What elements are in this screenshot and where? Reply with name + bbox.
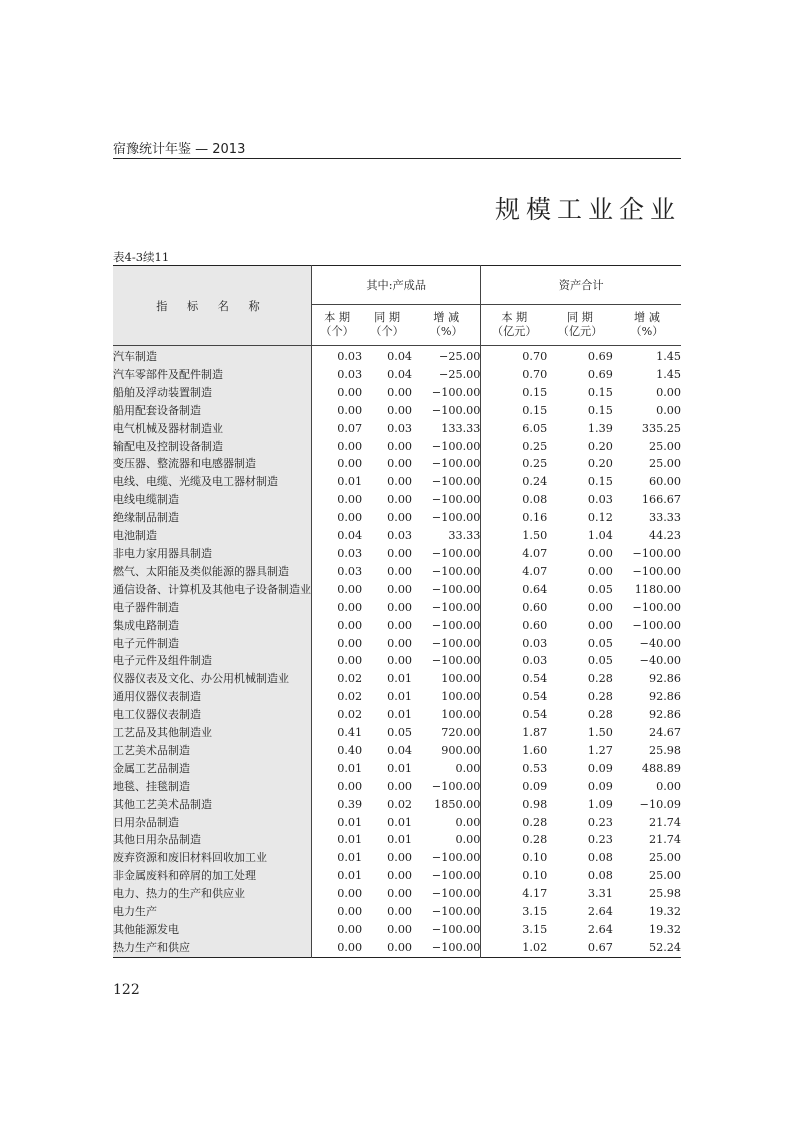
cell-value: 0.00	[587, 564, 613, 578]
cell-value: 0.28	[522, 833, 548, 847]
cell-value: 0.00	[337, 887, 363, 901]
cell-value: 0.03	[387, 421, 413, 435]
row-label: 输配电及控制设备制造	[113, 438, 312, 456]
table-row	[113, 652, 681, 670]
row-label: 电力、热力的生产和供应业	[113, 885, 312, 903]
table-row	[113, 849, 681, 867]
cell-value: 0.20	[587, 439, 613, 453]
statistics-table	[113, 265, 681, 958]
cell-value: 166.67	[641, 493, 681, 507]
table-row	[113, 724, 681, 742]
table-row	[113, 814, 681, 832]
column-header: 同 期 （个）	[362, 305, 412, 346]
cell-value: 0.67	[587, 940, 613, 954]
cell-value: 0.00	[412, 760, 481, 778]
row-label: 非电力家用器具制造	[113, 545, 312, 563]
column-header: 增 减 （%）	[412, 305, 481, 346]
cell-value: 0.02	[337, 708, 363, 722]
cell-value: 44.23	[648, 529, 681, 543]
cell-value: 0.01	[337, 475, 363, 489]
row-label: 汽车制造	[113, 346, 312, 366]
cell-value: 0.00	[387, 887, 413, 901]
cell-value: 0.60	[522, 600, 548, 614]
table-row	[113, 617, 681, 635]
cell-value: 0.04	[387, 350, 413, 363]
column-header: 增 减 （%）	[613, 305, 681, 346]
cell-value: 0.03	[337, 546, 363, 560]
table-row	[113, 438, 681, 456]
cell-value: 1850.00	[412, 796, 481, 814]
cell-value: 0.00	[337, 923, 363, 936]
cell-value: 0.00	[387, 439, 413, 453]
cell-value: 92.86	[648, 708, 681, 722]
row-label: 地毯、挂毯制造	[113, 778, 312, 796]
cell-value: 1.45	[656, 367, 681, 381]
cell-value: 0.00	[387, 403, 413, 417]
table-body	[113, 346, 681, 958]
table-row	[113, 563, 681, 581]
cell-value: 0.05	[387, 726, 413, 740]
row-label: 电线电缆制造	[113, 491, 312, 509]
cell-value: 92.86	[648, 672, 681, 686]
cell-value: 0.00	[337, 439, 363, 453]
cell-value: 0.25	[522, 439, 548, 453]
cell-value: −100.00	[412, 402, 481, 420]
row-label: 仪器仪表及文化、办公用机械制造业	[113, 670, 312, 688]
cell-value: 0.70	[522, 367, 548, 381]
table-row	[113, 670, 681, 688]
cell-value: −100.00	[632, 564, 681, 578]
table-row	[113, 402, 681, 420]
cell-value: 0.01	[387, 672, 413, 686]
table-row	[113, 760, 681, 778]
cell-value: 0.60	[522, 618, 548, 632]
row-label: 电气机械及器材制造业	[113, 420, 312, 438]
cell-value: 19.32	[648, 923, 681, 936]
cell-value: 25.00	[648, 439, 681, 453]
cell-value: 1.27	[587, 743, 613, 757]
row-label: 工艺美术品制造	[113, 742, 312, 760]
row-label: 电子器件制造	[113, 599, 312, 617]
cell-value: 0.00	[412, 814, 481, 832]
row-label: 电子元件及组件制造	[113, 652, 312, 670]
cell-value: 0.04	[387, 367, 413, 381]
cell-value: 0.00	[337, 493, 363, 507]
cell-value: 0.01	[337, 761, 363, 775]
cell-value: 0.00	[337, 385, 363, 399]
cell-value: 33.33	[412, 527, 481, 545]
cell-value: 25.98	[648, 887, 681, 901]
cell-value: 0.01	[387, 761, 413, 775]
cell-value: 0.28	[587, 672, 613, 686]
table-row	[113, 867, 681, 885]
cell-value: 0.69	[587, 350, 613, 363]
cell-value: 0.00	[337, 654, 363, 668]
cell-value: 0.03	[587, 493, 613, 507]
table-row	[113, 384, 681, 402]
cell-value: 0.16	[522, 511, 548, 525]
cell-value: −100.00	[632, 600, 681, 614]
row-label: 金属工艺品制造	[113, 760, 312, 778]
cell-value: −100.00	[412, 903, 481, 921]
cell-value: 0.00	[656, 385, 681, 399]
cell-value: 0.00	[387, 654, 413, 668]
table-row	[113, 778, 681, 796]
table-row	[113, 455, 681, 473]
cell-value: 1.39	[587, 421, 613, 435]
row-label: 日用杂品制造	[113, 814, 312, 832]
cell-value: −100.00	[412, 599, 481, 617]
cell-value: 0.07	[337, 421, 363, 435]
cell-value: 0.00	[387, 493, 413, 507]
row-label: 汽车零部件及配件制造	[113, 366, 312, 384]
cell-value: −100.00	[632, 618, 681, 632]
row-label: 集成电路制造	[113, 617, 312, 635]
cell-value: 0.39	[337, 797, 363, 811]
table-row	[113, 509, 681, 527]
cell-value: 0.28	[587, 708, 613, 722]
table-row	[113, 366, 681, 384]
cell-value: 720.00	[412, 724, 481, 742]
cell-value: 0.09	[522, 779, 548, 793]
row-label: 电线、电缆、光缆及电工器材制造	[113, 473, 312, 491]
cell-value: 0.00	[412, 831, 481, 849]
row-label: 电池制造	[113, 527, 312, 545]
table-row	[113, 635, 681, 653]
cell-value: 0.15	[522, 385, 548, 399]
cell-value: 0.01	[337, 815, 363, 829]
cell-value: −100.00	[632, 546, 681, 560]
cell-value: 100.00	[412, 670, 481, 688]
cell-value: 0.05	[587, 582, 613, 596]
cell-value: −100.00	[412, 885, 481, 903]
cell-value: 0.01	[387, 708, 413, 722]
cell-value: 0.03	[387, 529, 413, 543]
cell-value: 21.74	[648, 815, 681, 829]
row-label: 船用配套设备制造	[113, 402, 312, 420]
cell-value: 0.02	[337, 690, 363, 704]
cell-value: 0.28	[587, 690, 613, 704]
cell-value: 0.40	[337, 743, 363, 757]
indicator-name-header: 指 标 名 称	[113, 266, 312, 346]
table-row	[113, 796, 681, 814]
cell-value: 0.09	[587, 761, 613, 775]
cell-value: 0.54	[522, 672, 548, 686]
cell-value: 1.87	[522, 726, 548, 740]
running-header	[113, 138, 681, 159]
page-number: 122	[113, 982, 140, 998]
table-row	[113, 346, 681, 366]
cell-value: 0.03	[337, 367, 363, 381]
cell-value: 0.00	[387, 779, 413, 793]
table-row	[113, 545, 681, 563]
cell-value: 0.08	[587, 851, 613, 865]
cell-value: 0.00	[387, 564, 413, 578]
cell-value: 1.09	[587, 797, 613, 811]
cell-value: 0.12	[587, 511, 613, 525]
table-row	[113, 742, 681, 760]
table-row	[113, 921, 681, 939]
cell-value: 0.00	[387, 582, 413, 596]
cell-value: 25.00	[648, 851, 681, 865]
cell-value: 0.09	[587, 779, 613, 793]
cell-value: 0.28	[522, 815, 548, 829]
cell-value: 0.03	[337, 350, 363, 363]
cell-value: −100.00	[412, 778, 481, 796]
cell-value: 0.00	[587, 618, 613, 632]
cell-value: 0.00	[387, 385, 413, 399]
table-row	[113, 581, 681, 599]
cell-value: 3.15	[522, 905, 548, 919]
cell-value: 4.17	[522, 887, 548, 901]
cell-value: 1.50	[522, 529, 548, 543]
row-label: 变压器、整流器和电感器制造	[113, 455, 312, 473]
table-row	[113, 706, 681, 724]
table-row	[113, 688, 681, 706]
cell-value: 0.54	[522, 690, 548, 704]
row-label: 绝缘制品制造	[113, 509, 312, 527]
cell-value: 0.98	[522, 797, 548, 811]
cell-value: 0.01	[387, 833, 413, 847]
cell-value: 335.25	[641, 421, 681, 435]
cell-value: 100.00	[412, 706, 481, 724]
cell-value: 0.00	[337, 905, 363, 919]
cell-value: −100.00	[412, 455, 481, 473]
cell-value: 0.03	[522, 654, 548, 668]
cell-value: 1.02	[522, 940, 548, 954]
row-label: 废弃资源和废旧材料回收加工业	[113, 849, 312, 867]
cell-value: −100.00	[412, 921, 481, 939]
cell-value: 0.04	[387, 743, 413, 757]
cell-value: 0.00	[337, 511, 363, 525]
column-header: 本 期 （个）	[312, 305, 363, 346]
row-label: 船舶及浮动装置制造	[113, 384, 312, 402]
cell-value: −100.00	[412, 545, 481, 563]
cell-value: 0.03	[522, 636, 548, 650]
cell-value: 0.70	[522, 350, 548, 363]
cell-value: 60.00	[648, 475, 681, 489]
cell-value: −100.00	[412, 509, 481, 527]
cell-value: 33.33	[648, 511, 681, 525]
row-label: 热力生产和供应	[113, 939, 312, 957]
table-row	[113, 420, 681, 438]
cell-value: −25.00	[412, 346, 481, 366]
cell-value: 0.00	[387, 475, 413, 489]
cell-value: 0.02	[337, 672, 363, 686]
cell-value: 4.07	[522, 546, 548, 560]
cell-value: −100.00	[412, 563, 481, 581]
row-label: 其他能源发电	[113, 921, 312, 939]
cell-value: −40.00	[639, 654, 681, 668]
cell-value: 0.15	[522, 403, 548, 417]
table-row	[113, 473, 681, 491]
cell-value: 0.00	[337, 403, 363, 417]
cell-value: −100.00	[412, 939, 481, 957]
cell-value: 52.24	[648, 940, 681, 954]
group-header-finished-products: 其中:产成品	[312, 266, 481, 305]
cell-value: 0.00	[337, 457, 363, 471]
cell-value: 1.45	[656, 350, 681, 363]
cell-value: 0.00	[387, 851, 413, 865]
cell-value: 0.05	[587, 654, 613, 668]
cell-value: 0.01	[337, 851, 363, 865]
cell-value: 0.53	[522, 761, 548, 775]
cell-value: 0.01	[337, 833, 363, 847]
cell-value: 4.07	[522, 564, 548, 578]
cell-value: 0.00	[387, 923, 413, 936]
cell-value: 0.00	[587, 600, 613, 614]
cell-value: 0.15	[587, 385, 613, 399]
cell-value: −100.00	[412, 652, 481, 670]
cell-value: 0.00	[337, 582, 363, 596]
row-label: 电力生产	[113, 903, 312, 921]
cell-value: 0.00	[337, 940, 363, 954]
cell-value: −100.00	[412, 617, 481, 635]
cell-value: 0.00	[387, 905, 413, 919]
cell-value: −100.00	[412, 849, 481, 867]
book-title: 宿豫统计年鉴 — 2013	[113, 142, 246, 157]
cell-value: 0.25	[522, 457, 548, 471]
table-row	[113, 831, 681, 849]
cell-value: 1.04	[587, 529, 613, 543]
cell-value: 0.00	[387, 511, 413, 525]
cell-value: 0.02	[387, 797, 413, 811]
cell-value: 2.64	[587, 923, 613, 936]
cell-value: 0.05	[587, 636, 613, 650]
cell-value: −100.00	[412, 581, 481, 599]
chapter-title: 规模工业企业	[494, 195, 681, 224]
cell-value: 21.74	[648, 833, 681, 847]
row-label: 其他日用杂品制造	[113, 831, 312, 849]
cell-value: −100.00	[412, 384, 481, 402]
table-row	[113, 491, 681, 509]
cell-value: 0.03	[337, 564, 363, 578]
cell-value: 25.00	[648, 869, 681, 883]
cell-value: 900.00	[412, 742, 481, 760]
cell-value: 0.00	[387, 636, 413, 650]
column-header: 本 期 （亿元）	[481, 305, 547, 346]
cell-value: 0.01	[387, 815, 413, 829]
table-row	[113, 527, 681, 545]
table-row	[113, 939, 681, 957]
group-header-total-assets: 资产合计	[481, 266, 681, 305]
cell-value: 0.01	[387, 690, 413, 704]
cell-value: −100.00	[412, 491, 481, 509]
cell-value: 0.10	[522, 851, 548, 865]
row-label: 非金属废料和碎屑的加工处理	[113, 867, 312, 885]
cell-value: 488.89	[641, 761, 681, 775]
cell-value: 0.00	[656, 403, 681, 417]
row-label: 电工仪器仪表制造	[113, 706, 312, 724]
row-label: 通用仪器仪表制造	[113, 688, 312, 706]
cell-value: 1.60	[522, 743, 548, 757]
cell-value: 0.20	[587, 457, 613, 471]
cell-value: 0.15	[587, 403, 613, 417]
cell-value: −10.09	[639, 797, 681, 811]
cell-value: 0.00	[387, 600, 413, 614]
row-label: 工艺品及其他制造业	[113, 724, 312, 742]
cell-value: 0.00	[387, 869, 413, 883]
cell-value: 0.54	[522, 708, 548, 722]
cell-value: 0.10	[522, 869, 548, 883]
cell-value: 6.05	[522, 421, 548, 435]
cell-value: 0.41	[337, 726, 363, 740]
cell-value: 3.31	[587, 887, 613, 901]
cell-value: 0.01	[337, 869, 363, 883]
cell-value: −100.00	[412, 867, 481, 885]
cell-value: 0.15	[587, 475, 613, 489]
cell-value: 0.04	[337, 529, 363, 543]
table-row	[113, 903, 681, 921]
cell-value: 0.08	[587, 869, 613, 883]
cell-value: −100.00	[412, 438, 481, 456]
cell-value: 0.00	[387, 457, 413, 471]
cell-value: 0.69	[587, 367, 613, 381]
cell-value: −40.00	[639, 636, 681, 650]
cell-value: 92.86	[648, 690, 681, 704]
cell-value: 0.00	[337, 779, 363, 793]
cell-value: 2.64	[587, 905, 613, 919]
cell-value: 133.33	[412, 420, 481, 438]
cell-value: 0.00	[587, 546, 613, 560]
table-label: 表4-3续11	[113, 250, 170, 264]
table-row	[113, 885, 681, 903]
cell-value: 100.00	[412, 688, 481, 706]
cell-value: −25.00	[412, 366, 481, 384]
cell-value: 0.23	[587, 833, 613, 847]
cell-value: 24.67	[648, 726, 681, 740]
cell-value: 0.00	[387, 618, 413, 632]
row-label: 其他工艺美术品制造	[113, 796, 312, 814]
cell-value: 1.50	[587, 726, 613, 740]
row-label: 燃气、太阳能及类似能源的器具制造	[113, 563, 312, 581]
cell-value: 0.00	[337, 600, 363, 614]
cell-value: 0.00	[387, 546, 413, 560]
cell-value: 0.00	[387, 940, 413, 954]
column-header: 同 期 （亿元）	[547, 305, 613, 346]
cell-value: 0.00	[337, 636, 363, 650]
cell-value: 0.24	[522, 475, 548, 489]
cell-value: 1180.00	[634, 582, 681, 596]
cell-value: 0.08	[522, 493, 548, 507]
table-row	[113, 599, 681, 617]
cell-value: 19.32	[648, 905, 681, 919]
cell-value: 0.64	[522, 582, 548, 596]
cell-value: −100.00	[412, 635, 481, 653]
cell-value: 0.00	[337, 618, 363, 632]
cell-value: 25.00	[648, 457, 681, 471]
cell-value: −100.00	[412, 473, 481, 491]
cell-value: 0.00	[656, 779, 681, 793]
cell-value: 3.15	[522, 923, 548, 936]
cell-value: 0.23	[587, 815, 613, 829]
cell-value: 25.98	[648, 743, 681, 757]
row-label: 通信设备、计算机及其他电子设备制造业	[113, 581, 312, 599]
row-label: 电子元件制造	[113, 635, 312, 653]
